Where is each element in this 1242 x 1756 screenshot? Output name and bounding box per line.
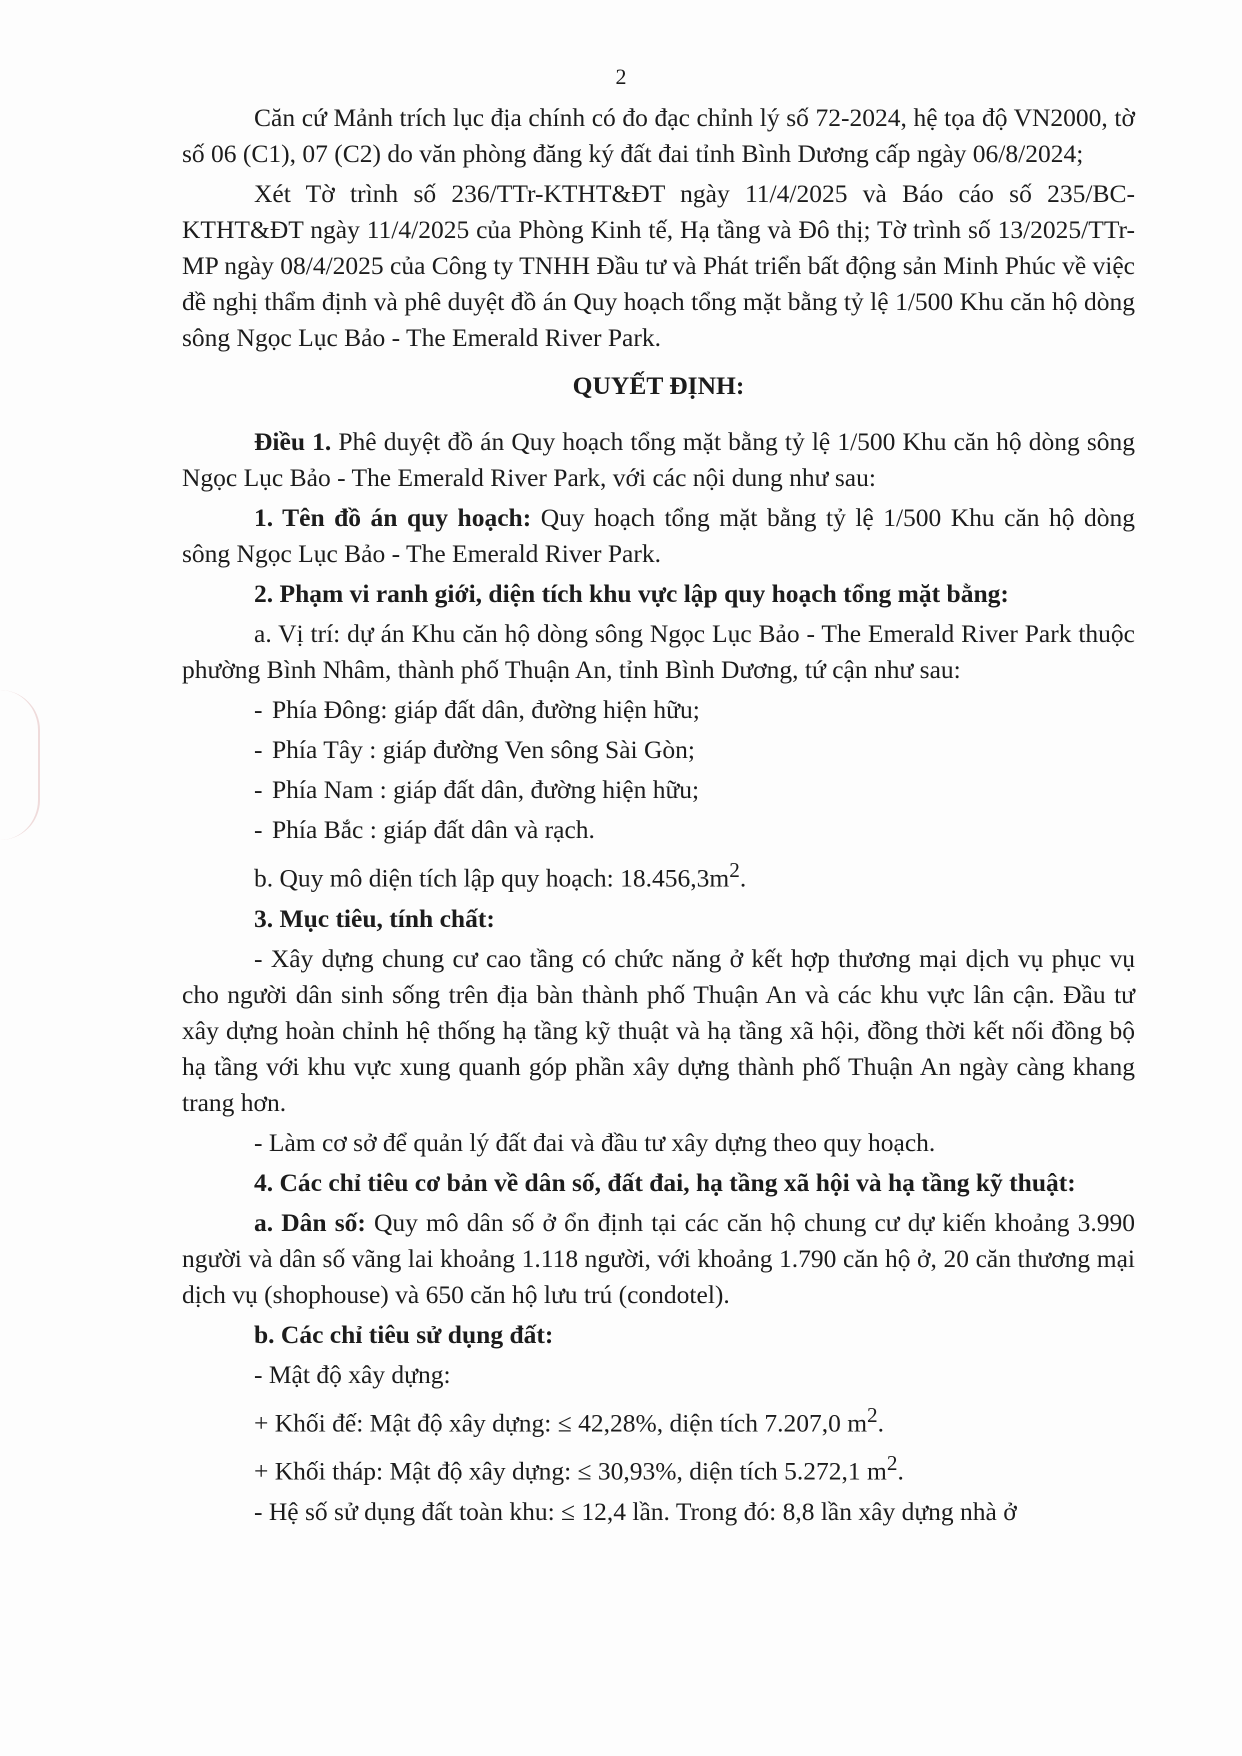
dash-mark: - <box>254 695 263 724</box>
area-unit-sup: 2 <box>729 858 740 882</box>
section-4b-line-1: - Mật độ xây dựng: <box>254 1359 451 1389</box>
section-1 <box>182 500 1135 572</box>
line-end: . <box>897 1456 904 1486</box>
tower-density-text: + Khối tháp: Mật độ xây dựng: ≤ 30,93%, diện tích 5.272,1 m <box>254 1456 887 1486</box>
section-4a-text: Quy mô dân số ở ổn định tại các căn hộ chung cư dự kiến khoảng 3.990 người và dân số vãng lai khoảng 1.118 người, với khoảng 1.790 căn hộ ở, 20 căn thương mại dịch vụ (shophouse) và 650 căn hộ lưu trú (condotel). <box>182 1207 1136 1309</box>
page-number: 2 <box>615 64 627 89</box>
paragraph-considering: Xét Tờ trình số 236/TTr-KTHT&ĐT ngày 11/4/2025 và Báo cáo số 235/BC- KTHT&ĐT ngày 11/4/2025 của Phòng Kinh tế, Hạ tầng và Đô thị; Tờ trình số 13/2025/TTr-MP ngày 08/4/2025 của Công ty TNHH Đầu tư và Phát triển bất động sản Minh Phúc về việc đề nghị thẩm định và phê duyệt đồ án Quy hoạch tổng mặt bằng tỷ lệ 1/500 Khu căn hộ dòng sông Ngọc Lục Bảo - The Emerald River Park. <box>182 179 1135 352</box>
podium-density-text: + Khối đế: Mật độ xây dựng: ≤ 42,28%, diện tích 7.207,0 m <box>254 1408 868 1437</box>
section-4-heading: 4. Các chỉ tiêu cơ bản về dân số, đất đai, hạ tầng xã hội và hạ tầng kỹ thuật: <box>254 1167 1076 1197</box>
dash-mark: - <box>254 735 263 764</box>
section-2a: a. Vị trí: dự án Khu căn hộ dòng sông Ngọc Lục Bảo - The Emerald River Park thuộc phường Bình Nhâm, thành phố Thuận An, tỉnh Bình Dương, tứ cận như sau: <box>182 619 1135 684</box>
article-1-text: Phê duyệt đồ án Quy hoạch tổng mặt bằng tỷ lệ 1/500 Khu căn hộ dòng sông Ngọc Lục Bảo - The Emerald River Park, với các nội dung như sau: <box>182 427 1135 492</box>
section-4b-line-2 <box>182 1397 1135 1442</box>
section-4a <box>182 1205 1135 1313</box>
document-body <box>182 100 1135 1534</box>
boundary-text: Phía Tây : giáp đường Ven sông Sài Gòn; <box>272 735 696 764</box>
article-1-label: Điều 1. <box>254 427 332 456</box>
boundary-item <box>182 772 1135 808</box>
seal-stamp-fragment <box>0 690 40 840</box>
decision-title: QUYẾT ĐỊNH: <box>572 371 745 400</box>
section-3-paragraph-2: - Làm cơ sở để quản lý đất đai và đầu tư xây dựng theo quy hoạch. <box>254 1127 936 1157</box>
section-3-paragraph-1: - Xây dựng chung cư cao tầng có chức năng ở kết hợp thương mại dịch vụ phục vụ cho người dân sinh sống trên địa bàn thành phố Thuận An và các khu vực lân cận. Đầu tư xây dựng hoàn chỉnh hệ thống hạ tầng kỹ thuật và hạ tầng xã hội, đồng thời kết nối đồng bộ hạ tầng với khu vực xung quanh góp phần xây dựng thành phố Thuận An ngày càng khang trang hơn. <box>182 943 1135 1117</box>
section-4a-label: a. Dân số: <box>254 1207 366 1237</box>
boundary-text: Phía Nam : giáp đất dân, đường hiện hữu; <box>272 775 700 804</box>
boundary-item <box>182 812 1135 848</box>
section-4b-line-3 <box>182 1445 1135 1490</box>
boundary-text: Phía Bắc : giáp đất dân và rạch. <box>272 815 595 844</box>
unit-sup: 2 <box>867 1402 878 1427</box>
section-1-text: Quy hoạch tổng mặt bằng tỷ lệ 1/500 Khu căn hộ dòng sông Ngọc Lục Bảo - The Emerald River Park. <box>182 503 1135 568</box>
section-1-label: 1. Tên đồ án quy hoạch: <box>254 503 532 532</box>
dash-mark: - <box>254 775 263 804</box>
boundary-text: Phía Đông: giáp đất dân, đường hiện hữu; <box>272 695 700 724</box>
section-3-heading: 3. Mục tiêu, tính chất: <box>254 903 495 933</box>
unit-sup: 2 <box>886 1451 898 1475</box>
dash-mark: - <box>254 815 263 844</box>
section-2b <box>182 852 1135 897</box>
area-end: . <box>739 863 747 893</box>
section-4b-line-4: - Hệ số sử dụng đất toàn khu: ≤ 12,4 lần. Trong đó: 8,8 lần xây dựng nhà ở <box>254 1496 1017 1526</box>
article-1 <box>182 424 1135 496</box>
section-2-heading: 2. Phạm vi ranh giới, diện tích khu vực lập quy hoạch tổng mặt bằng: <box>254 579 1009 608</box>
paragraph-legal-basis: Căn cứ Mảnh trích lục địa chính có đo đạc chỉnh lý số 72-2024, hệ tọa độ VN2000, tờ số 06 (C1), 07 (C2) do văn phòng đăng ký đất đai tỉnh Bình Dương cấp ngày 06/8/2024; <box>182 103 1135 168</box>
area-text: b. Quy mô diện tích lập quy hoạch: 18.456,3m <box>254 863 730 893</box>
boundary-item <box>182 692 1135 728</box>
section-4b-heading: b. Các chỉ tiêu sử dụng đất: <box>254 1319 554 1349</box>
boundary-item <box>182 732 1135 768</box>
line-end: . <box>877 1408 885 1437</box>
